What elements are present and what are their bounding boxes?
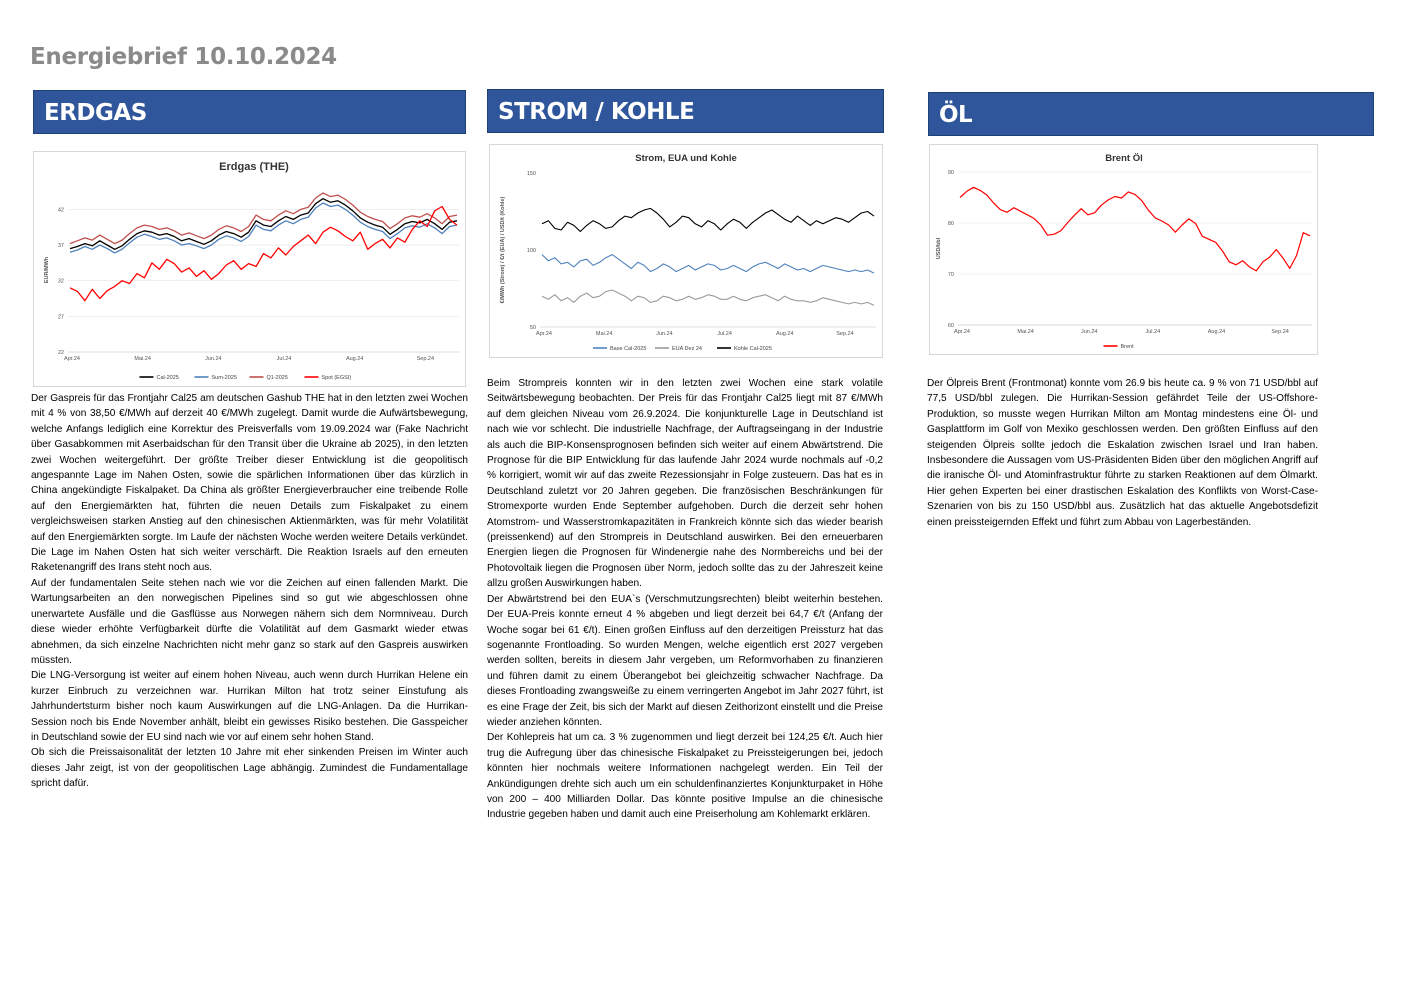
oil-chart	[929, 144, 1318, 355]
power-x-tick-label: Jul.24	[717, 331, 732, 337]
power-text	[487, 376, 883, 823]
gas-series-line-2	[70, 193, 457, 244]
gas-paragraph-1: Der Gaspreis für das Frontjahr Cal25 am deutschen Gashub THE hat in den letzten zwei Wochen mit 4 % von 38,50 €/MWh auf derzeit 40 €/MWh zugelegt. Damit wurde die Aufwärtsbewegung, welche Anfangs lediglich eine Korrektur des Preisverfalls vom 19.09.2024 war (Fake Nachricht über Gasabkommen mit Aserbaidschan für den Transit über die Ukraine ab 2025), in den letzten zwei Wochen weitergeführt. Der größte Treiber dieser Entwicklung ist die geopolitisch angespannte Lage im Nahen Osten, sowie die spärlichen Informationen über das kürzlich in China angekündigte Fiskalpaket. Da China als größter Energieverbraucher eine treibende Rolle auf den Energiemärkten hat, führten die neuen Details zum Fiskalpaket zu einem vergleichsweisen starken Anstieg auf den chinesischen Aktienmärkten, was für mehr Volatilität auf den Energiemärkten sorgte. Im Laufe der nächsten Woche werden weitere Details verkündet. Die Lage im Nahen Osten hat sich weiter verschärft. Die Reaktion Israels auf den erneuten Raketenangriff des Irans steht noch aus.	[31, 393, 468, 574]
power-legend-label: Kohle Cal-2025	[734, 346, 772, 352]
gas-chart	[33, 151, 466, 387]
oil-x-tick-label: Mai.24	[1017, 329, 1034, 335]
gas-x-tick-label: Jun.24	[205, 356, 222, 362]
oil-y-tick-label: 90	[947, 170, 954, 176]
oil-x-tick-label: Jun.24	[1080, 329, 1098, 335]
power-legend-label: Base Cal-2025	[610, 346, 647, 352]
power-x-tick-label: Sep.24	[836, 331, 854, 337]
section-header-erdgas: ERDGAS	[33, 90, 466, 134]
gas-x-tick-label: Apr.24	[64, 356, 80, 362]
gas-text	[31, 391, 468, 792]
gas-legend-label: Sum-2025	[211, 375, 237, 381]
gas-series-line-0	[70, 199, 457, 250]
gas-legend-label: Cal-2025	[156, 375, 179, 381]
power-paragraph-1: Beim Strompreis konnten wir in den letzten zwei Wochen eine stark volatile Seitwärtsbewegung beobachten. Der Preis für das Frontjahr Cal25 liegt mit 87 €/MWh auf dem gleichen Niveau vom 26.9.2024. Die konjunkturelle Lage in Deutschland ist nach wie vor schlecht. Die industrielle Nachfrage, der Auftragseingang in der Industrie als auch die BIP-Konsensprognosen befinden sich weiter auf einem Abwärtstrend. Die Prognose für die BIP Entwicklung für das laufende Jahr 2024 wurde nochmals auf -0,2 % korrigiert, womit wir auf das zweite Rezessionsjahr in Folge zusteuern. Das hat es in Deutschland zuletzt vor 20 Jahren gegeben. Die französischen Beschränkungen für Stromexporte wurden Ende September aufgehoben. Durch die derzeit sehr hohen Atomstrom- und Wasserstromkapazitäten in Frankreich könnte sich das wieder bearish (preissenkend) auf den Strompreis in Deutschland auswirken. Bei den erneuerbaren Energien liegen die Prognosen für Windenergie nahe des Normbereichs und bei der Photovoltaik liegen die Prognosen über Norm, jedoch sollte das zu der Jahreszeit keine allzu großen Auswirkungen haben.	[487, 378, 883, 590]
power-paragraph-3: Der Kohlepreis hat um ca. 3 % zugenommen und liegt derzeit bei 124,25 €/t. Auch hier trug die Aufregung über das chinesische Fiskalpaket zu Preissteigerungen bei, jedoch könnten hier nochmals weitere Informationen nachgelegt werden. Ein Teil der Ankündigungen drehte sich auch um ein schuldenfinanziertes Konjunkturpaket in Höhe von 200 – 400 Milliarden Dollar. Das könnte positive Impulse an die chinesische Industrie gegeben haben und damit auch eine Preiserholung am Kohlemarkt erklären.	[487, 732, 883, 821]
gas-y-tick-label: 22	[57, 350, 64, 356]
oil-x-tick-label: Sep.24	[1271, 329, 1289, 335]
gas-paragraph-4: Ob sich die Preissaisonalität der letzten 10 Jahre mit eher sinkenden Preisen im Winter auch dieses Jahr zeigt, ist von der geopolitischen Lage abhängig. Zumindest die Fundamentallage spricht dafür.	[31, 747, 468, 790]
oil-legend-label: Brent	[1120, 344, 1134, 350]
gas-chart-svg	[34, 152, 465, 386]
oil-paragraph-1: Der Ölpreis Brent (Frontmonat) konnte vom 26.9 bis heute ca. 9 % von 71 USD/bbl auf 77,5 USD/bbl zulegen. Die Hurrikan-Session gefährdet Teile der US-Offshore-Produktion, so musste wegen Hurrikan Milton am Montag mindestens eine Öl- und Gasplattform im Golf von Mexiko geschlossen werden. Den größten Einfluss auf den steigenden Ölpreis sollte jedoch die Eskalation zwischen Israel und Iran haben. Insbesondere die Aussagen vom US-Präsidenten Biden über den möglichen Angriff auf die iranische Öl- und Atominfrastruktur führte zu starken Reaktionen auf dem Ölmarkt. Hier gehen Experten bei einer drastischen Eskalation des Konflikts von Worst-Case-Szenarien von bis zu 150 USD/bbl aus. Zusätzlich hat das aktuelle Angebotsdefizit einen preissteigernden Effekt und führt zum Abbau von Lagerbeständen.	[927, 378, 1318, 528]
gas-legend-label: Spot (EGSI)	[321, 375, 352, 381]
power-y-tick-label: 150	[526, 171, 536, 177]
oil-chart-svg	[930, 145, 1317, 354]
oil-y-tick-label: 60	[947, 323, 954, 329]
gas-y-tick-label: 32	[57, 278, 64, 285]
power-legend-label: EUA Dez 24	[672, 346, 702, 352]
oil-series-line-0	[960, 187, 1310, 271]
gas-y-tick-label: 27	[57, 314, 64, 321]
oil-y-tick-label: 80	[947, 221, 954, 227]
power-paragraph-2: Der Abwärtstrend bei den EUA`s (Verschmutzungsrechten) bleibt weiterhin bestehen. Der EUA-Preis konnte erneut 4 % abgeben und liegt derzeit bei 64,7 €/t (Anfang der Woche sogar bei 61 €/t). Einen großen Einfluss auf den derzeitigen Preissturz hat das sogenannte Frontloading. So wurden Mengen, welche eigentlich erst 2027 vergeben werden sollten, bereits in diesem Jahr vergeben, um Reformvorhaben zu finanzieren und führen damit zu einem Überangebot bei gleichzeitig schwacher Nachfrage. Da dieses Frontloading zwangsweiße zu einem verringerten Angebot im Jahr 2027 führt, ist es eine Frage der Zeit, bis sich der Markt auf diesen Zeithorizont einstellt und die Preise wieder anziehen könnten.	[487, 593, 883, 728]
oil-y-tick-label: 70	[947, 272, 954, 278]
gas-series-line-3	[70, 207, 457, 301]
gas-x-tick-label: Jul.24	[276, 356, 292, 362]
oil-x-tick-label: Jul.24	[1145, 329, 1161, 335]
power-y-tick-label: 50	[529, 325, 536, 331]
gas-x-tick-label: Mai.24	[134, 356, 151, 362]
power-chart	[489, 144, 883, 358]
section-header-strom-kohle: STROM / KOHLE	[487, 89, 884, 133]
power-x-tick-label: Apr.24	[536, 331, 552, 337]
oil-x-tick-label: Aug.24	[1207, 329, 1226, 335]
gas-y-axis-label: EUR/MWh	[44, 256, 50, 284]
gas-x-tick-label: Aug.24	[345, 356, 364, 362]
gas-paragraph-2: Auf der fundamentalen Seite stehen nach wie vor die Zeichen auf einen fallenden Markt. Die Wartungsarbeiten an den norwegischen Pipelines sind so gut wie abgeschlossen ohne unerwartete Ausfälle und die Gasflüsse aus Norwegen nähern sich dem Normniveau. Durch diese wieder erhöhte Verfügbarkeit dürfte die Volatilität auf dem Gasmarkt wieder etwas abnehmen, da sich einzelne Nachrichten nicht mehr ganz so stark auf den Gaspreis auswirken müssten.	[31, 577, 468, 666]
gas-x-tick-label: Sep.24	[416, 356, 435, 362]
gas-legend-label: Q1-2025	[266, 375, 288, 381]
power-x-tick-label: Aug.24	[776, 331, 794, 337]
oil-y-axis-label: USD/bbl	[936, 237, 942, 260]
power-x-tick-label: Mai.24	[595, 331, 613, 337]
oil-chart-title: Brent Öl	[1105, 153, 1143, 164]
power-y-axis-label: €/MWh (Strom) / €/t (EUA) / USD/t (Kohle)	[500, 196, 506, 304]
page-title: Energiebrief 10.10.2024	[30, 44, 337, 70]
power-series-line-2	[542, 208, 874, 231]
power-series-line-0	[542, 255, 874, 274]
power-x-tick-label: Jun.24	[656, 331, 673, 337]
gas-y-tick-label: 42	[57, 207, 64, 214]
power-y-tick-label: 100	[526, 248, 536, 254]
power-chart-svg	[490, 145, 882, 357]
power-series-line-1	[542, 290, 874, 305]
gas-paragraph-3: Die LNG-Versorgung ist weiter auf einem hohen Niveau, auch wenn durch Hurrikan Helene ein kurzer Einbruch zu verzeichnen war. Hurrikan Milton hat trotz seiner Einstufung als Jahrhundertsturm bisher noch kaum Auswirkungen auf die LNG-Anlagen. Da die Hurrikan-Session noch bis Ende November anhält, bleibt ein gewisses Risiko bestehen. Die Gasspeicher in Deutschland sowie der EU sind nach wie vor auf einem sehr hohen Stand.	[31, 670, 468, 743]
section-header-oel: ÖL	[928, 92, 1374, 136]
power-chart-title: Strom, EUA und Kohle	[635, 153, 737, 164]
gas-y-tick-label: 37	[57, 243, 64, 250]
gas-chart-title: Erdgas (THE)	[219, 161, 289, 173]
oil-x-tick-label: Apr.24	[954, 329, 970, 335]
oil-text	[927, 376, 1318, 530]
